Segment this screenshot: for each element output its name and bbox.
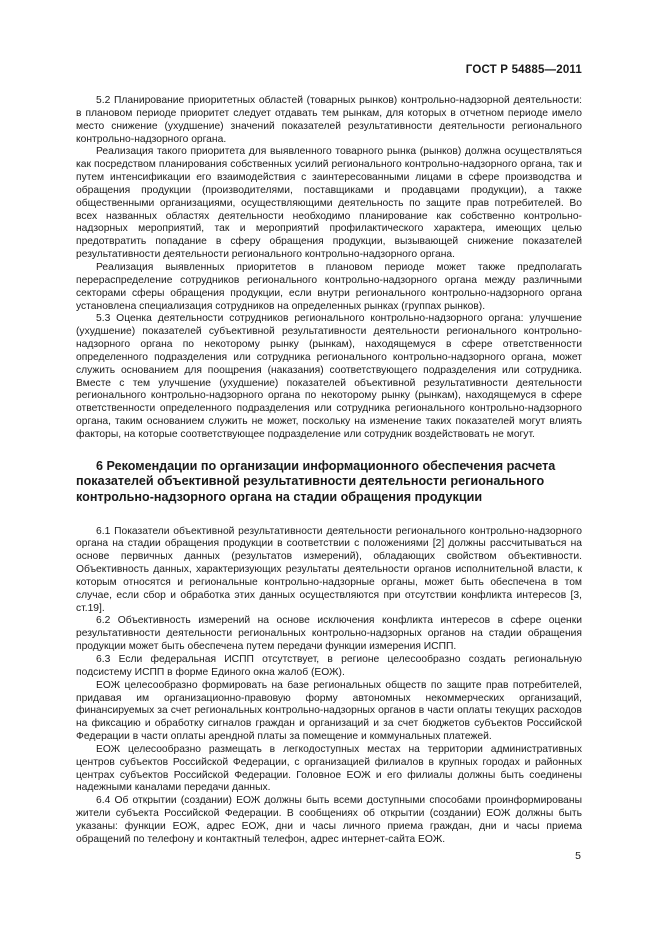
- standard-code: ГОСТ Р 54885—2011: [465, 64, 582, 76]
- paragraph-eozh-formation: ЕОЖ целесообразно формировать на базе региональных обществ по защите прав потребителей, придавая им организационно-правовую форму автономных некоммерческих организаций, финансируемых за счет региональных контрольно-надзорных органов в части оплаты текущих расходов на фиксацию и обработку сигналов граждан и организаций и за счет бюджетов субъектов Российской Федерации в части оплаты арендной платы за помещение и коммунальных платежей.: [76, 679, 582, 743]
- paragraph-5-2: 5.2 Планирование приоритетных областей (товарных рынков) контрольно-надзорной деятельности: в плановом периоде приоритет следует отдавать тем рынкам, для которых в отчетном периоде имело место снижение (ухудшение) значений показателей результативности деятельности регионального контрольно-надзорного органа.: [76, 95, 582, 145]
- paragraph-6-1: 6.1 Показатели объективной результативности деятельности регионального контрольно-надзорного органа на стадии обращения продукции в соответствии с положениями [2] должны рассчитываться на основе первичных данных (результатов измерений), обладающих свойством объективности. Объективность данных, характеризующих результаты деятельности органов исполнительной власти, к которым относятся и региональные контрольно-надзорные органы, может быть обеспечена в том случае, если сбор и обработка этих данных осуществляются при отсутствии конфликта интересов [3, ст.19].: [76, 525, 582, 614]
- paragraph-priority-realization: Реализация такого приоритета для выявленного товарного рынка (рынков) должна осуществляться как посредством планирования собственных усилий регионального контрольно-надзорного органа, так и путем интенсификации его взаимодействия с заинтересованными лицами в сфере производства и обращения продукции (производителями, поставщиками и продавцами продукции), а также общественными организациями, осуществляющими деятельность по защите прав потребителей. Во всех названных областях деятельности необходимо планирование как собственно контрольно-надзорных мероприятий, так и мероприятий профилактического характера, имеющих целью предотвратить попадание в сферу обращения продукции, вызывающей снижение показателей результативности деятельности регионального контрольно-надзорного органа.: [76, 146, 582, 261]
- section-6-heading: 6 Рекомендации по организации информационного обеспечения расчета показателей объективной результативности деятельности регионального контрольно-надзорного органа на стадии обращения продукции: [76, 458, 556, 504]
- paragraph-eozh-placement: ЕОЖ целесообразно размещать в легкодоступных местах на территории административных центров субъектов Российской Федерации, с организацией филиалов в крупных городах и районных центрах субъектов Российской Федерации. Головное ЕОЖ и его филиалы должны быть соединены надежными каналами передачи данных.: [76, 743, 582, 794]
- paragraph-6-4: 6.4 Об открытии (создании) ЕОЖ должны быть всеми доступными способами проинформированы жители субъекта Российской Федерации. В сообщениях об открытии (создании) ЕОЖ должны быть указаны: функции ЕОЖ, адрес ЕОЖ, дни и часы личного приема граждан, дни и часы приема обращений по телефону и контактный телефон, адрес интернет-сайта ЕОЖ.: [76, 795, 582, 845]
- page-number: 5: [575, 850, 581, 862]
- paragraph-staff-redistribution: Реализация выявленных приоритетов в плановом периоде может также предполагать перераспределение сотрудников регионального контрольно-надзорного органа между различными секторами сферы обращения продукции, если внутри регионального контрольно-надзорного органа установлена специализация сотрудников на определенных рынках (группах рынков).: [76, 261, 582, 312]
- paragraph-6-3: 6.3 Если федеральная ИСПП отсутствует, в регионе целесообразно создать региональную подсистему ИСПП в форме Единого окна жалоб (ЕОЖ).: [76, 654, 582, 678]
- paragraph-5-3: 5.3 Оценка деятельности сотрудников регионального контрольно-надзорного органа: улучшение (ухудшение) показателей субъективной результативности деятельности регионального контрольно-надзорного органа по некоторому рынку (рынкам), находящемуся в сфере ответственности определенного подразделения или сотрудника регионального контрольно-надзорного органа, может служить основанием для поощрения (наказания) соответствующего подразделения или сотрудника. Вместе с тем улучшение (ухудшение) показателей объективной результативности деятельности регионального контрольно-надзорного органа по некоторому рынку (рынкам), находящемуся в сфере ответственности определенного подразделения или сотрудника регионального контрольно-надзорного органа, таким основанием служить не может, поскольку на изменение таких показателей могут влиять факторы, на которые соответствующее подразделение или сотрудник воздействовать не могут.: [76, 313, 582, 440]
- page-content: [76, 95, 582, 847]
- paragraph-6-2: 6.2 Объективность измерений на основе исключения конфликта интересов в сфере оценки результативности деятельности региональных контрольно-надзорных органов на стадии обращения продукции может быть обеспечена путем передачи функции измерения ИСПП.: [76, 615, 582, 653]
